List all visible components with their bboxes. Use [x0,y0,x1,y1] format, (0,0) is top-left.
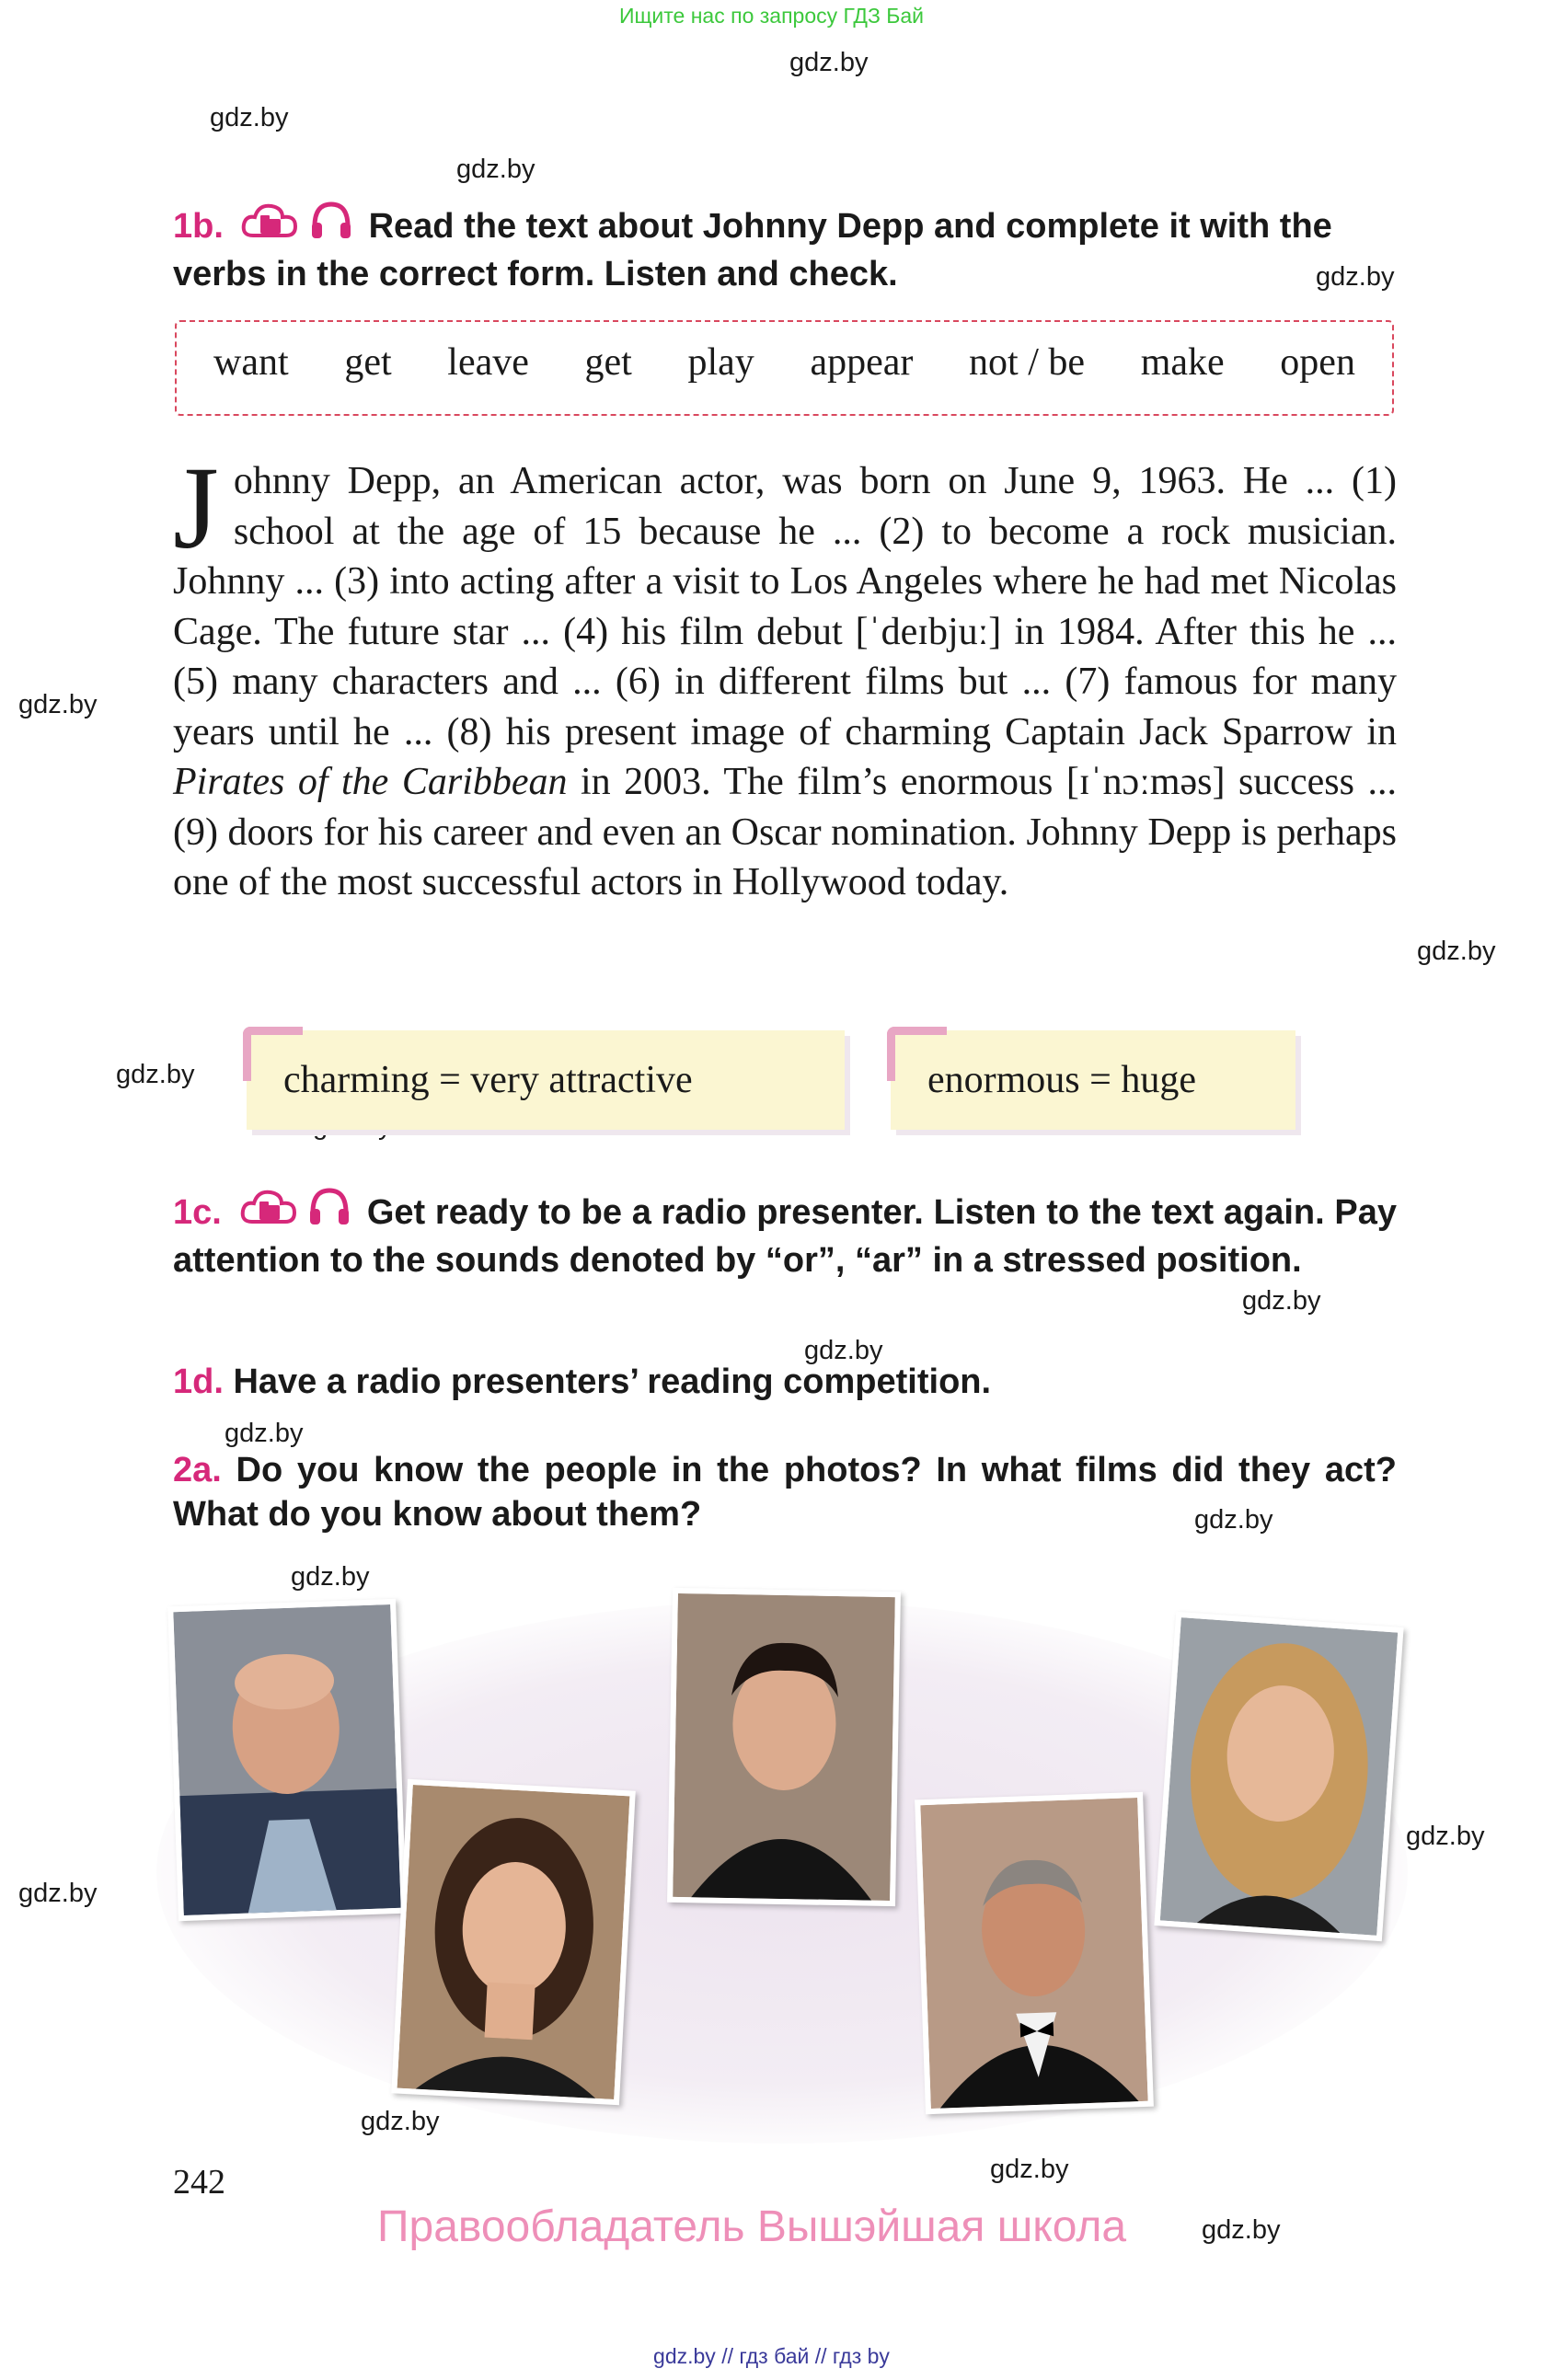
vocab-note [891,1030,1295,1130]
footer-links: gdz.by // гдз бай // гдз by [653,2344,890,2368]
top-note: Ищите нас по запросу ГДЗ Бай [618,4,925,28]
task-number: 1b. [173,207,224,246]
page-number: 242 [173,2163,225,2202]
watermark: gdz.by [804,1336,883,1365]
watermark: gdz.by [210,103,289,132]
watermark: gdz.by [225,1419,304,1448]
reading-passage [173,443,1397,908]
task-text: Have a radio presenters’ reading competition. [233,1362,992,1401]
task-2a [173,1448,1397,1536]
watermark: gdz.by [18,1879,98,1908]
task-1d [173,1360,1397,1404]
word: get [584,341,632,384]
cloud-folder-icon [239,1187,298,1227]
watermark: gdz.by [116,1060,195,1089]
photo-collage [156,1582,1417,2153]
cloud-folder-icon [240,201,299,241]
task-number: 1d. [173,1362,224,1401]
watermark: gdz.by [456,155,535,184]
task-text: Read the text about Johnny Depp and complete it with the verbs in the correct form. Listen and check. [173,207,1332,293]
photo-woman-blonde [1154,1612,1403,1941]
headphones-icon [307,1185,351,1227]
watermark: gdz.by [1406,1822,1485,1851]
vocab-note [247,1030,845,1130]
film-title: Pirates of the Caribbean [173,761,568,803]
watermark: gdz.by [990,2155,1069,2184]
word: leave [447,341,529,384]
photo-man-bald [167,1599,407,1921]
word: not / be [969,341,1086,384]
passage-part-1: ohnny Depp, an American actor, was born on June 9, 1963. He ... (1) school at the age of 15 because he ... (2) to become a rock musician. Johnny ... (3) into acting after a visit to Los Angeles where he had met Nicolas Cage. The future star ... (4) his film debut [ˈdeɪbjuː] in 1984. After this he ... (5) many characters and ... (6) in different films but ... (7) famous for many years until he ... (8) his present image of charming Captain Jack Sparrow in [173,460,1397,753]
word-box [175,320,1394,416]
watermark: gdz.by [1316,262,1395,292]
word: make [1140,341,1225,384]
word: get [344,341,392,384]
watermark: gdz.by [1242,1286,1321,1316]
watermark: gdz.by [789,48,869,77]
copyright-notice: Правообладатель Вышэйшая школа [377,2202,1127,2251]
photo-woman-dark-hair [391,1779,636,2106]
drop-cap: J [173,443,219,573]
word: play [687,341,754,384]
task-icons [239,1185,352,1238]
task-1b [173,199,1397,296]
task-icons [240,199,353,252]
watermark: gdz.by [1194,1505,1273,1535]
word: appear [810,341,914,384]
watermark: gdz.by [1202,2215,1281,2245]
watermark: gdz.by [291,1562,370,1592]
headphones-icon [309,199,353,241]
task-text: Get ready to be a radio presenter. Listen to the text again. Pay attention to the sounds denoted by “or”, “ar” in a stressed position. [173,1193,1397,1280]
vocab-note-text: charming = very attractive [283,1059,693,1101]
task-number: 1c. [173,1193,222,1232]
watermark: gdz.by [361,2107,440,2136]
word: want [213,341,289,384]
task-text: Do you know the people in the photos? In what films did they act? What do you know about them? [173,1451,1398,1534]
photo-man-tuxedo [915,1792,1154,2114]
task-number: 2a. [173,1451,222,1489]
photo-young-man [667,1588,901,1906]
watermark: gdz.by [1417,937,1496,966]
word: open [1280,341,1355,384]
task-1c [173,1185,1397,1282]
vocab-note-text: enormous = huge [927,1059,1196,1101]
watermark: gdz.by [18,690,98,719]
passage-part-2: in 2003. The film’s enormous [ɪˈnɔːməs] success ... (9) doors for his career and even an Oscar nomination. Johnny Depp is perhaps one of the most successful actors in Hollywood today. [173,761,1397,903]
